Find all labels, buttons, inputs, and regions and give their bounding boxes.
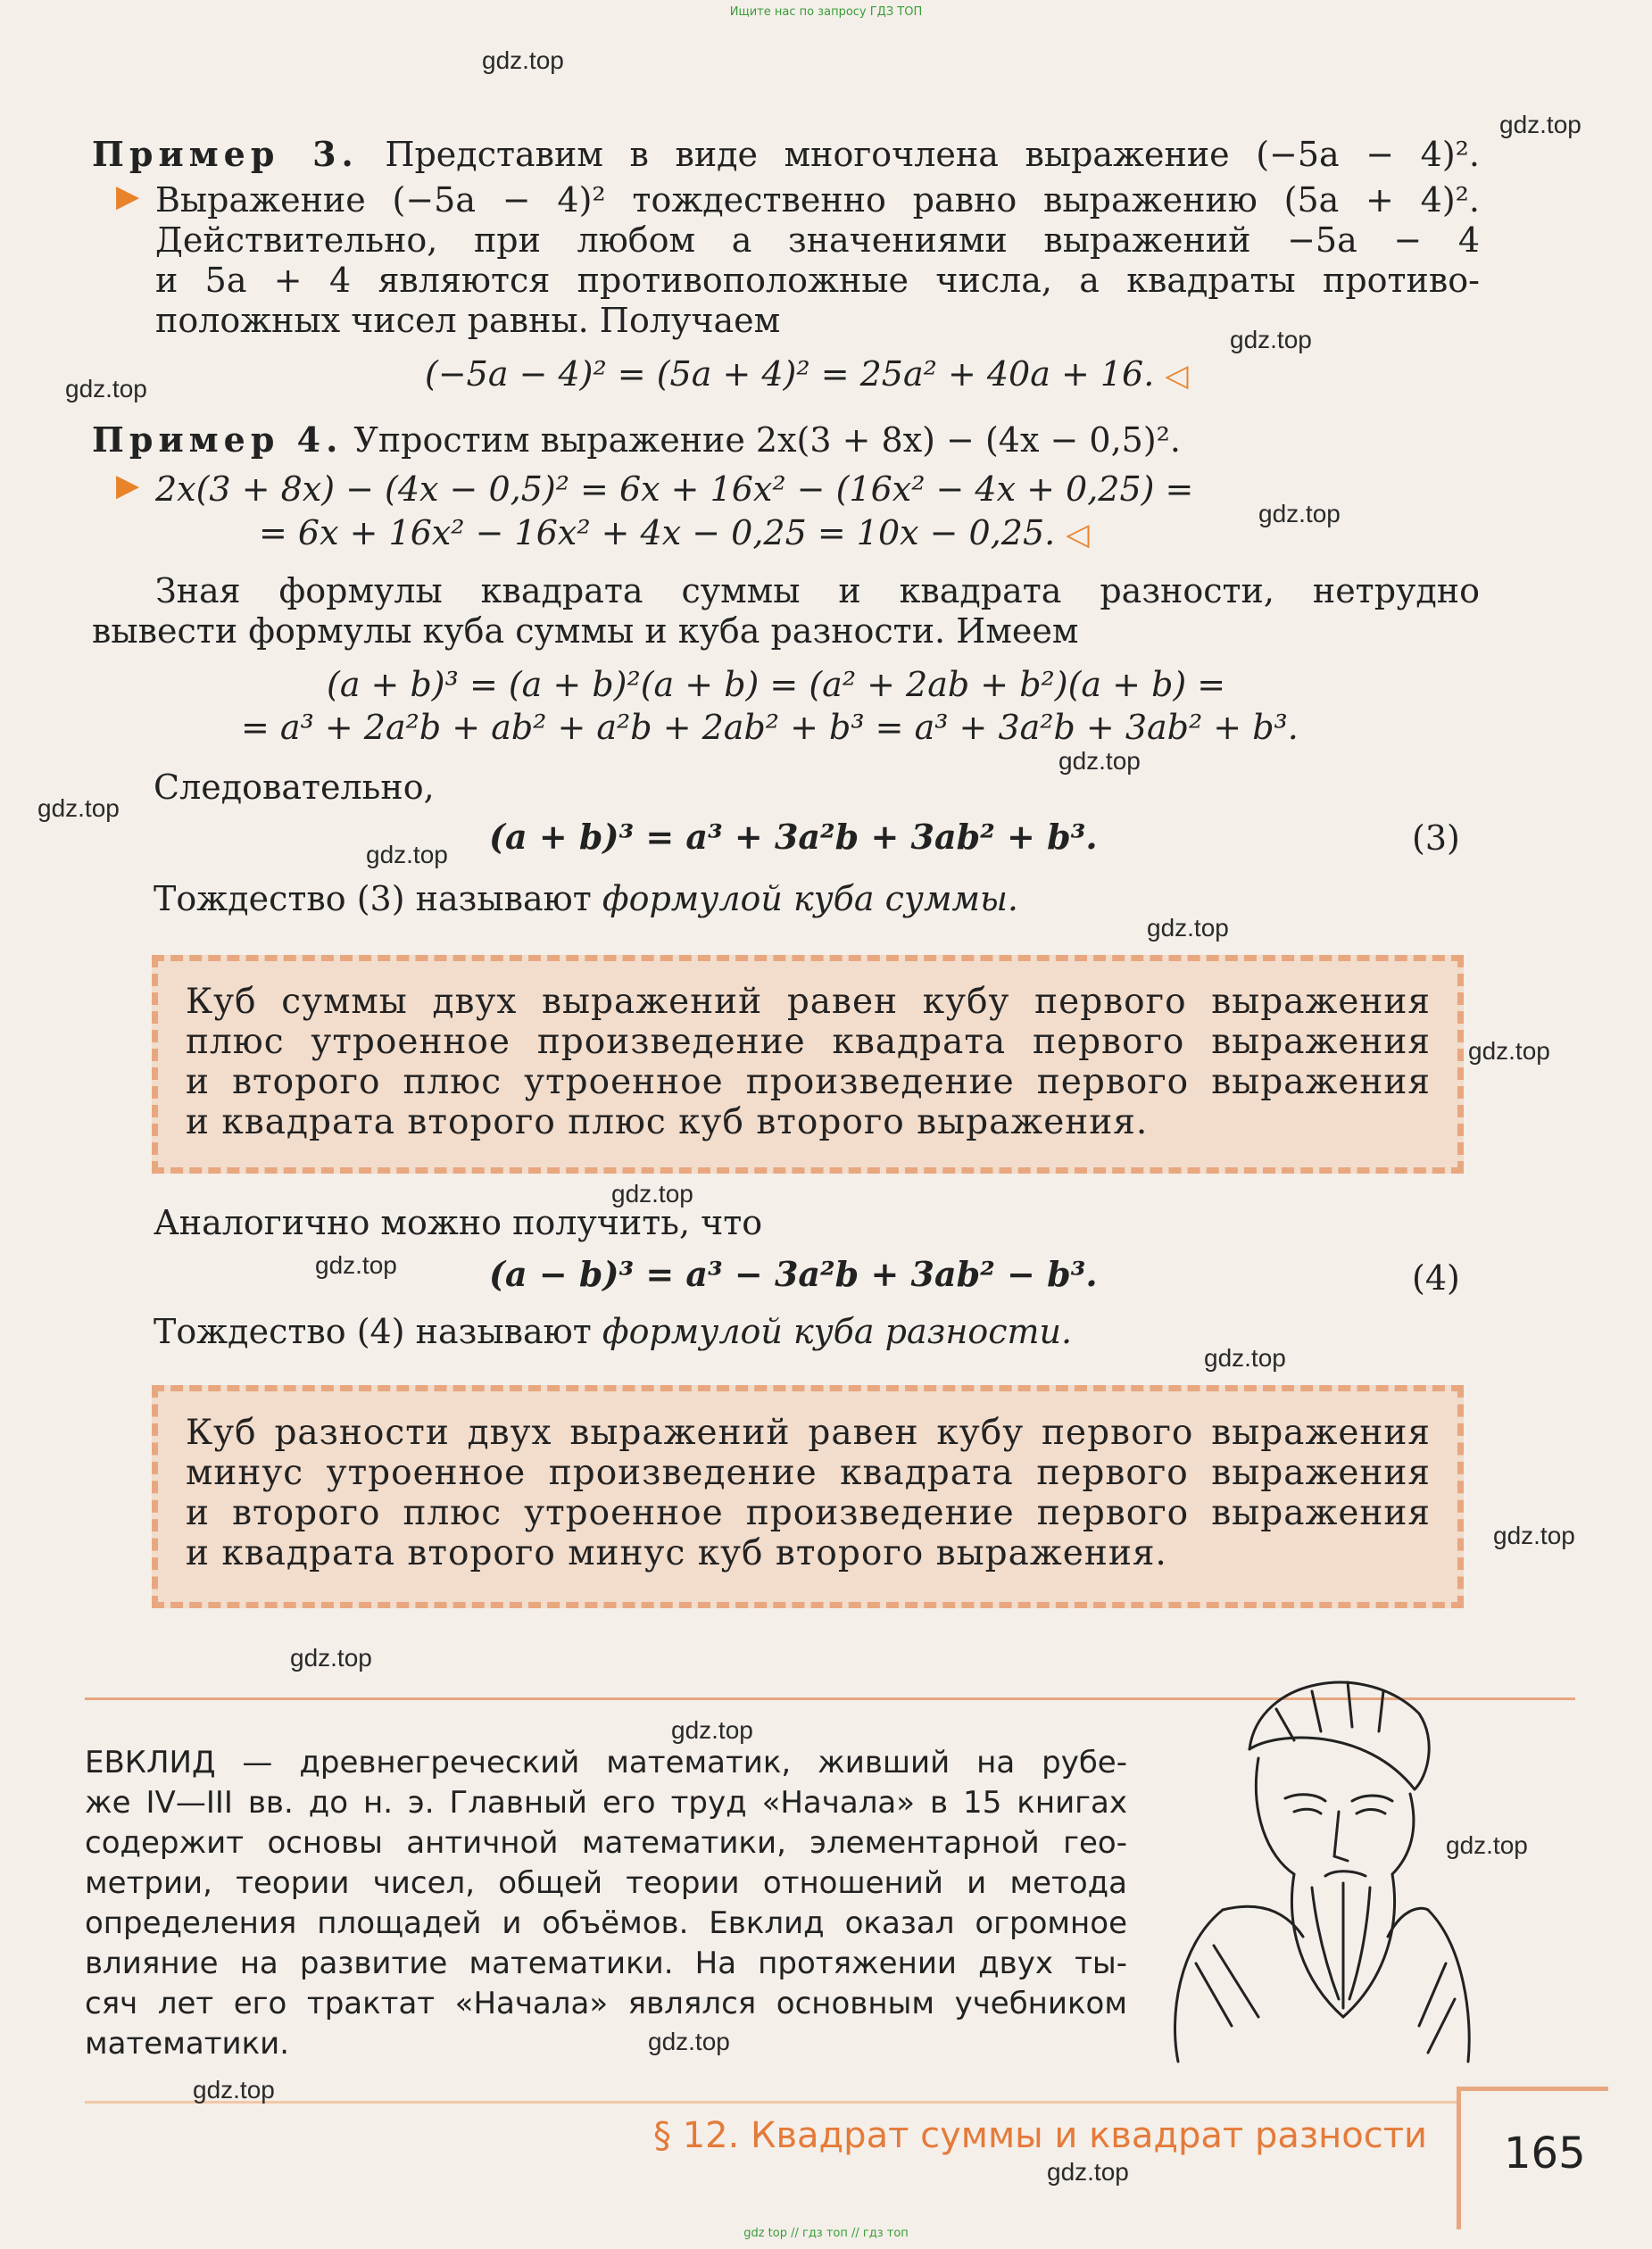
watermark-text: gdz.top <box>1446 1831 1528 1859</box>
sum-cube-rule-line: и квадрата второго плюс куб второго выражения. <box>186 1102 1149 1142</box>
euclid-bio-line: ЕВКЛИД — древнегреческий математик, живший на рубе- <box>85 1745 1127 1780</box>
sum-cube-rule-line: плюс утроенное произведение квадрата первого выражения <box>186 1022 1431 1062</box>
diff-cube-identity-prefix: Тождество (4) называют <box>154 1312 602 1351</box>
example3-line2: Действительно, при любом a значениями выражений −5a − 4 <box>155 220 1480 260</box>
euclid-bio-line: определения площадей и объёмов. Евклид оказал огромное <box>85 1905 1127 1941</box>
watermark-text: gdz.top <box>37 794 120 822</box>
example4-line2-text: = 6x + 16x² − 16x² + 4x − 0,25 = 10x − 0,25. <box>259 513 1056 552</box>
example4-marker-icon: ▶ <box>116 468 140 503</box>
derivation-line1: Зная формулы квадрата суммы и квадрата разности, нетрудно <box>155 571 1480 610</box>
watermark-text: gdz.top <box>1468 1037 1550 1065</box>
example3-formula-text: (−5a − 4)² = (5a + 4)² = 25a² + 40a + 16. <box>425 354 1155 394</box>
watermark-text: gdz.top <box>1147 914 1229 942</box>
example4-line1: 2x(3 + 8x) − (4x − 0,5)² = 6x + 16x² − (16x² − 4x + 0,25) = <box>155 469 1194 509</box>
diff-cube-rule-line: Куб разности двух выражений равен кубу первого выражения <box>186 1413 1431 1453</box>
watermark-text: gdz.top <box>1204 1344 1286 1372</box>
euclid-bio-line: сяч лет его трактат «Начала» являлся основным учебником <box>85 1986 1127 2021</box>
watermark-text: gdz.top <box>648 2028 730 2055</box>
footer-section-title: § 12. Квадрат суммы и квадрат разности <box>653 2115 1428 2156</box>
sum-cube-rule-line: и второго плюс утроенное произведение первого выражения <box>186 1062 1431 1102</box>
example3-line1: Выражение (−5a − 4)² тождественно равно выражению (5a + 4)². <box>155 180 1480 220</box>
euclid-bio <box>85 1743 1127 2064</box>
example3-line3: и 5a + 4 являются противоположные числа, а квадраты противо- <box>155 261 1480 300</box>
watermark-text: gdz.top <box>1493 1522 1575 1549</box>
sum-cube-formula: (a + b)³ = a³ + 3a²b + 3ab² + b³. <box>489 817 1098 857</box>
page-number-box-top <box>1457 2087 1608 2091</box>
diff-cube-intro: Аналогично можно получить, что <box>154 1203 763 1242</box>
diff-cube-identity-term: формулой куба разности. <box>602 1312 1073 1351</box>
watermark-text: gdz.top <box>290 1644 372 1672</box>
example4-label: Пример 4. <box>92 419 344 460</box>
derivation-formula1: (a + b)³ = (a + b)²(a + b) = (a² + 2ab + b²)(a + b) = <box>327 665 1226 704</box>
bottom-banner: gdz top // гдз топ // гдз топ <box>743 2227 909 2240</box>
diff-cube-formula: (a − b)³ = a³ − 3a²b + 3ab² − b³. <box>489 1254 1098 1294</box>
watermark-text: gdz.top <box>193 2076 275 2104</box>
watermark-text: gdz.top <box>1230 326 1312 353</box>
watermark-text: gdz.top <box>1499 111 1581 138</box>
example3-statement: Представим в виде многочлена выражение (−5a − 4)². <box>385 135 1480 174</box>
example4-heading <box>92 419 1181 461</box>
watermark-text: gdz.top <box>65 375 147 402</box>
page-number: 165 <box>1504 2129 1586 2178</box>
euclid-bio-line: же IV—III вв. до н. э. Главный его труд «Начала» в 15 книгах <box>85 1785 1127 1821</box>
euclid-bio-line: метрии, теории чисел, общей теории отношений и метода <box>85 1865 1127 1901</box>
watermark-text: gdz.top <box>1258 500 1341 527</box>
watermark-text: gdz.top <box>671 1716 753 1744</box>
euclid-bio-line: содержит основы античной математики, элементарной гео- <box>85 1825 1127 1861</box>
example3-label: Пример 3. <box>92 134 359 174</box>
sum-cube-number: (3) <box>1412 818 1460 858</box>
watermark-text: gdz.top <box>1047 2158 1129 2186</box>
page-number-box <box>1457 2087 1461 2229</box>
diff-cube-identity <box>154 1312 1072 1352</box>
derivation-line2: вывести формулы куба суммы и куба разности. Имеем <box>92 611 1079 651</box>
end-marker-icon: ◁ <box>1165 358 1189 394</box>
euclid-bio-line: математики. <box>85 2026 290 2062</box>
euclid-portrait <box>1160 1642 1482 2071</box>
diff-cube-rule-line: и квадрата второго минус куб второго выражения. <box>186 1533 1167 1573</box>
example3-formula <box>425 354 1189 396</box>
watermark-text: gdz.top <box>366 841 448 868</box>
watermark-text: gdz.top <box>315 1251 397 1279</box>
sum-cube-identity <box>154 879 1018 919</box>
diff-cube-rule-line: минус утроенное произведение квадрата первого выражения <box>186 1453 1431 1493</box>
sum-cube-identity-prefix: Тождество (3) называют <box>154 879 602 918</box>
example3-line4: положных чисел равны. Получаем <box>155 301 781 340</box>
sum-cube-intro: Следовательно, <box>154 768 435 807</box>
example4-statement: Упростим выражение 2x(3 + 8x) − (4x − 0,5)². <box>353 420 1181 460</box>
euclid-bio-line: влияние на развитие математики. На протяжении двух ты- <box>85 1946 1127 1981</box>
top-banner: Ищите нас по запросу ГДЗ ТОП <box>729 5 923 19</box>
diff-cube-number: (4) <box>1412 1258 1460 1298</box>
footer-rule <box>85 2101 1459 2104</box>
example4-line2 <box>259 513 1090 555</box>
end-marker-icon: ◁ <box>1066 517 1090 552</box>
watermark-text: gdz.top <box>1058 747 1141 775</box>
watermark-text: gdz.top <box>611 1180 693 1207</box>
example3-heading <box>92 134 1480 175</box>
watermark-text: gdz.top <box>482 46 564 74</box>
diff-cube-rule-line: и второго плюс утроенное произведение первого выражения <box>186 1493 1431 1533</box>
sum-cube-identity-term: формулой куба суммы. <box>602 879 1018 918</box>
sum-cube-rule-line: Куб суммы двух выражений равен кубу первого выражения <box>186 982 1431 1022</box>
derivation-formula2: = a³ + 2a²b + ab² + a²b + 2ab² + b³ = a³ + 3a²b + 3ab² + b³. <box>241 708 1299 747</box>
example3-marker-icon: ▶ <box>116 178 140 214</box>
